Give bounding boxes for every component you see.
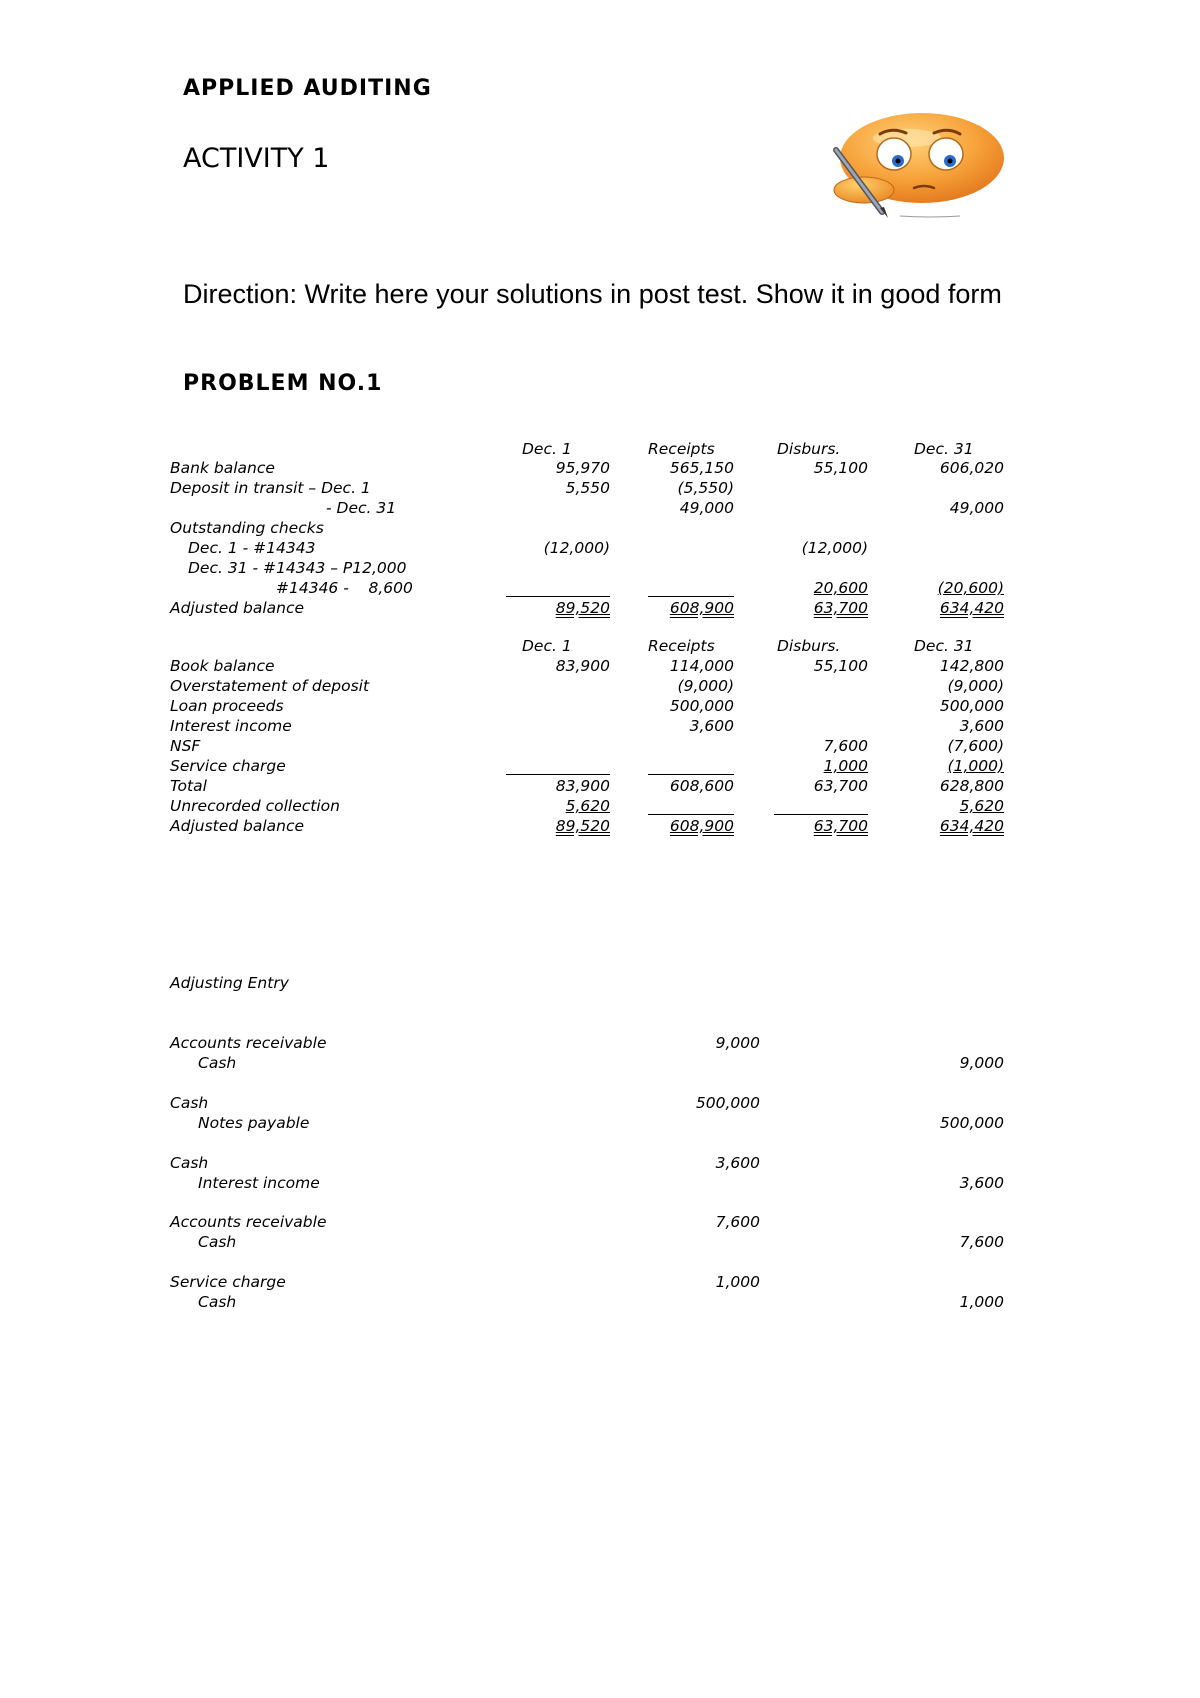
cell-value: 565,150 — [669, 459, 734, 477]
cell-value: 634,420 — [939, 817, 1004, 835]
cell-value: 63,700 — [813, 817, 868, 835]
credit-amount: 500,000 — [939, 1114, 1004, 1132]
cell-value: 5,620 — [565, 797, 610, 815]
activity-title: ACTIVITY 1 — [183, 143, 330, 174]
column-header-receipts: Receipts — [648, 637, 715, 655]
cell-value: 63,700 — [813, 777, 868, 795]
row-label: Dec. 31 - #14343 – P12,000 — [188, 559, 407, 577]
cell-value: (5,550) — [677, 479, 734, 497]
cell-value: 5,620 — [959, 797, 1004, 815]
cell-value: 5,550 — [565, 479, 610, 497]
debit-account: Service charge — [170, 1273, 286, 1291]
cell-value: 1,000 — [823, 757, 868, 775]
column-header-disbursements: Disburs. — [777, 637, 841, 655]
credit-amount: 3,600 — [959, 1174, 1004, 1192]
row-label: Adjusted balance — [170, 817, 305, 835]
cell-value: 628,800 — [939, 777, 1004, 795]
row-label: - Dec. 31 — [326, 499, 397, 517]
cell-value: 3,600 — [689, 717, 734, 735]
column-header-dec31: Dec. 31 — [914, 637, 974, 655]
underline-rule — [648, 596, 734, 597]
cell-value: (12,000) — [543, 539, 610, 557]
credit-account: Notes payable — [198, 1114, 310, 1132]
credit-amount: 9,000 — [959, 1054, 1004, 1072]
credit-account: Cash — [198, 1054, 237, 1072]
cell-value: (9,000) — [947, 677, 1004, 695]
cell-value: 55,100 — [813, 459, 868, 477]
row-label: Unrecorded collection — [170, 797, 340, 815]
cell-value: 49,000 — [949, 499, 1004, 517]
cell-value: 500,000 — [939, 697, 1004, 715]
underline-rule — [648, 774, 734, 775]
row-label: NSF — [170, 737, 201, 755]
credit-amount: 1,000 — [959, 1293, 1004, 1311]
debit-account: Accounts receivable — [170, 1213, 327, 1231]
row-label: Book balance — [170, 657, 275, 675]
debit-account: Cash — [170, 1094, 209, 1112]
row-label: Dec. 1 - #14343 — [188, 539, 316, 557]
row-label: Total — [170, 777, 207, 795]
cell-value: 55,100 — [813, 657, 868, 675]
cell-value: (1,000) — [947, 757, 1004, 775]
cell-value: (12,000) — [801, 539, 868, 557]
underline-rule — [506, 596, 610, 597]
underline-rule — [506, 774, 610, 775]
debit-amount: 9,000 — [715, 1034, 760, 1052]
cell-value: 142,800 — [939, 657, 1004, 675]
cell-value: 95,970 — [555, 459, 610, 477]
row-label: Outstanding checks — [170, 519, 324, 537]
debit-account: Accounts receivable — [170, 1034, 327, 1052]
row-label: #14346 - 8,600 — [276, 579, 413, 597]
column-header-dec31: Dec. 31 — [914, 440, 974, 458]
cell-value: 89,520 — [555, 599, 610, 617]
credit-amount: 7,600 — [959, 1233, 1004, 1251]
cell-value: 634,420 — [939, 599, 1004, 617]
cell-value: 608,900 — [669, 599, 734, 617]
credit-account: Cash — [198, 1293, 237, 1311]
credit-account: Interest income — [198, 1174, 320, 1192]
cell-value: 606,020 — [939, 459, 1004, 477]
column-header-dec1: Dec. 1 — [522, 637, 572, 655]
debit-amount: 7,600 — [715, 1213, 760, 1231]
cell-value: (7,600) — [947, 737, 1004, 755]
cell-value: 3,600 — [959, 717, 1004, 735]
adjusting-entry-title: Adjusting Entry — [170, 974, 289, 992]
cell-value: 7,600 — [823, 737, 868, 755]
row-label: Interest income — [170, 717, 292, 735]
column-header-receipts: Receipts — [648, 440, 715, 458]
cell-value: 89,520 — [555, 817, 610, 835]
cell-value: 608,900 — [669, 817, 734, 835]
cell-value: 20,600 — [813, 579, 868, 597]
cell-value: 49,000 — [679, 499, 734, 517]
row-label: Service charge — [170, 757, 286, 775]
credit-account: Cash — [198, 1233, 237, 1251]
thinking-emoji-with-pen-icon — [830, 112, 1030, 222]
problem-title: PROBLEM NO.1 — [183, 371, 383, 396]
row-label: Adjusted balance — [170, 599, 305, 617]
debit-amount: 3,600 — [715, 1154, 760, 1172]
underline-rule — [648, 814, 734, 815]
cell-value: 500,000 — [669, 697, 734, 715]
course-title: APPLIED AUDITING — [183, 76, 432, 101]
direction-text: Direction: Write here your solutions in post test. Show it in good form — [183, 279, 1002, 309]
row-label: Loan proceeds — [170, 697, 284, 715]
row-label: Deposit in transit – Dec. 1 — [170, 479, 371, 497]
cell-value: 83,900 — [555, 657, 610, 675]
cell-value: 608,600 — [669, 777, 734, 795]
debit-amount: 1,000 — [715, 1273, 760, 1291]
row-label: Bank balance — [170, 459, 275, 477]
cell-value: (9,000) — [677, 677, 734, 695]
underline-rule — [774, 814, 868, 815]
cell-value: 63,700 — [813, 599, 868, 617]
column-header-disbursements: Disburs. — [777, 440, 841, 458]
debit-amount: 500,000 — [695, 1094, 760, 1112]
debit-account: Cash — [170, 1154, 209, 1172]
cell-value: 114,000 — [669, 657, 734, 675]
column-header-dec1: Dec. 1 — [522, 440, 572, 458]
cell-value: 83,900 — [555, 777, 610, 795]
row-label: Overstatement of deposit — [170, 677, 370, 695]
cell-value: (20,600) — [937, 579, 1004, 597]
